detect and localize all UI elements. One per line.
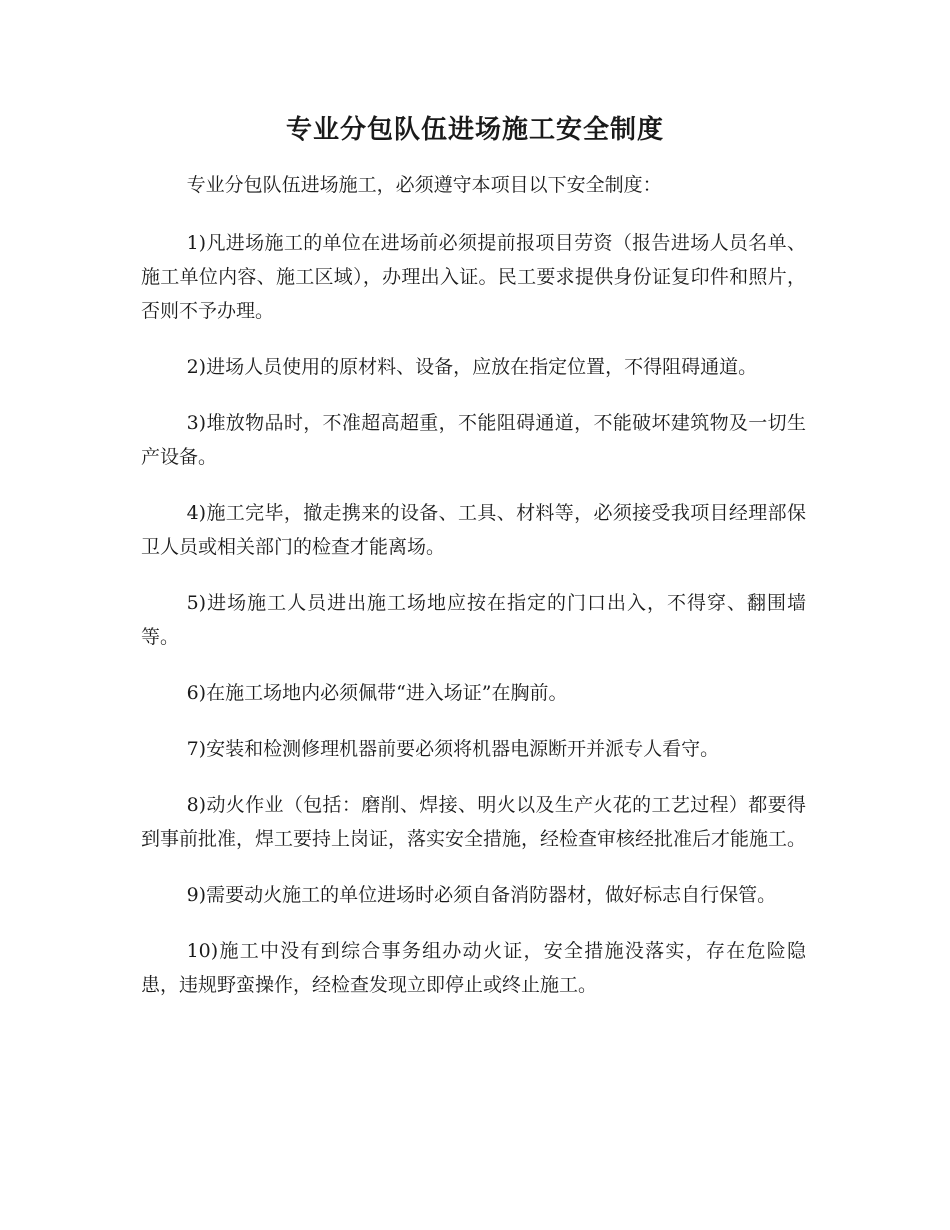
rule-item-9: 9)需要动火施工的单位进场时必须自备消防器材，做好标志自行保管。 bbox=[186, 884, 777, 906]
rule-item-1: 1)凡进场施工的单位在进场前必须提前报项目劳资（报告进场人员名单、施工单位内容、施工区域），办理出入证。民工要求提供身份证复印件和照片，否则不予办理。 bbox=[141, 232, 806, 322]
rule-item-3: 3)堆放物品时，不准超高超重，不能阻碍通道，不能破坏建筑物及一切生产设备。 bbox=[141, 412, 806, 468]
rule-item-4: 4)施工完毕，撤走携来的设备、工具、材料等，必须接受我项目经理部保卫人员或相关部门的检查才能离场。 bbox=[141, 502, 806, 558]
rule-item-7: 7)安装和检测修理机器前要必须将机器电源断开并派专人看守。 bbox=[186, 738, 720, 760]
document-body bbox=[141, 168, 806, 1024]
document-title: 专业分包队伍进场施工安全制度 bbox=[285, 115, 664, 145]
intro-paragraph: 专业分包队伍进场施工，必须遵守本项目以下安全制度： bbox=[186, 174, 662, 196]
rule-item-5: 5)进场施工人员进出施工场地应按在指定的门口出入，不得穿、翻围墙等。 bbox=[141, 592, 806, 648]
rule-item-2: 2)进场人员使用的原材料、设备，应放在指定位置，不得阻碍通道。 bbox=[186, 356, 758, 378]
rule-item-8: 8)动火作业（包括：磨削、焊接、明火以及生产火花的工艺过程）都要得到事前批准，焊工要持上岗证，落实安全措施，经检查审核经批准后才能施工。 bbox=[141, 794, 807, 850]
rule-item-6: 6)在施工场地内必须佩带“进入场证”在胸前。 bbox=[186, 682, 568, 704]
rule-item-10: 10)施工中没有到综合事务组办动火证，安全措施没落实，存在危险隐患，违规野蛮操作，经检查发现立即停止或终止施工。 bbox=[141, 940, 806, 996]
